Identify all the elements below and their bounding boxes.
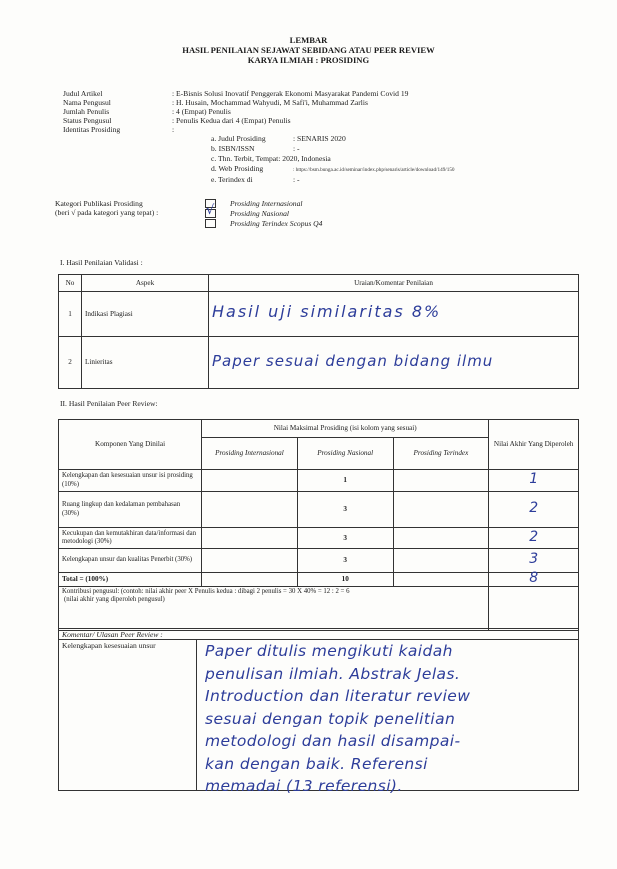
tahun-terbit: c. Thn. Terbit, Tempat: 2020, Indonesia: [211, 154, 331, 163]
col-terindex: Prosiding Terindex: [393, 438, 489, 470]
total-nasional: 10: [297, 573, 393, 587]
validasi-table: [58, 274, 579, 389]
review-line: Paper ditulis mengikuti kaidah: [205, 642, 453, 660]
kontribusi-line2: (nilai akhir yang diperoleh pengusul): [64, 596, 165, 603]
total-label: Total = (100%): [59, 573, 202, 587]
review-line: metodologi dan hasil disampai-: [205, 732, 461, 750]
komentar-label: Kelengkapan kesesuaian unsur: [62, 641, 156, 650]
col-nilai-akhir: Nilai Akhir Yang Diperoleh: [489, 420, 579, 470]
status-value: : Penulis Kedua dari 4 (Empat) Penulis: [172, 116, 291, 125]
row-komponen: Kelengkapan dan kesesuaian unsur isi prosiding (10%): [59, 470, 202, 492]
row-comment-cell: [209, 337, 579, 389]
handwritten-score: 2: [529, 500, 539, 517]
row-no: 1: [59, 292, 82, 337]
handwritten-score: 1: [529, 471, 539, 488]
handwritten-score: 3: [529, 551, 539, 568]
row-nasional: 3: [297, 528, 393, 549]
handwritten-comment: Paper sesuai dengan bidang ilmu: [212, 351, 494, 370]
col-aspek: Aspek: [82, 275, 209, 292]
row-nasional: 1: [297, 470, 393, 492]
row-nasional: 3: [297, 492, 393, 528]
col-nilai-maks: Nilai Maksimal Prosiding (isi kolom yang sesuai): [202, 420, 489, 438]
handwritten-total: 8: [529, 570, 539, 586]
web-prosiding-url: : https://bsm.bunga.ac.id/seminar/index.php/senaris/article/download/149/150: [293, 167, 455, 173]
jumlah-label: Jumlah Penulis: [63, 107, 110, 116]
row-aspek: Indikasi Plagiasi: [82, 292, 209, 337]
col-nasional: Prosiding Nasional: [297, 438, 393, 470]
nama-value: : H. Husain, Mochammad Wahyudi, M Safi'i, Muhammad Zarlis: [172, 98, 368, 107]
table-row: [59, 492, 579, 528]
judul-prosiding-label: a. Judul Prosiding: [211, 134, 266, 143]
judul-label: Judul Artikel: [63, 89, 103, 98]
row-aspek: Linieritas: [82, 337, 209, 389]
col-no: No: [59, 275, 82, 292]
checkbox-scopus[interactable]: [205, 219, 216, 228]
identitas-colon: :: [172, 125, 175, 134]
col-uraian: Uraian/Komentar Penilaian: [209, 275, 579, 292]
table-row: [59, 337, 579, 389]
row-komponen: Ruang lingkup dan kedalaman pembahasan (30%): [59, 492, 202, 528]
handwritten-comment: Hasil uji similaritas 8%: [212, 302, 442, 322]
col-internasional: Prosiding Internasional: [202, 438, 298, 470]
isbn-value: : -: [293, 144, 300, 153]
handwritten-review: [205, 640, 470, 798]
col-komponen: Komponen Yang Dinilai: [59, 420, 202, 470]
kontribusi-row: [59, 586, 579, 630]
table-row: [59, 470, 579, 492]
review-line: penulisan ilmiah. Abstrak Jelas.: [205, 664, 461, 683]
row-nasional: 3: [297, 549, 393, 573]
nama-label: Nama Pengusul: [63, 98, 111, 107]
status-label: Status Pengusul: [63, 116, 112, 125]
kategori-instruction: (beri √ pada kategori yang tepat) :: [55, 208, 159, 217]
judul-value: : E-Bisnis Solusi Inovatif Penggerak Ekonomi Masyarakat Pandemi Covid 19: [172, 89, 409, 98]
judul-prosiding-value: : SENARIS 2020: [293, 134, 346, 143]
opt-nasional: Prosiding Nasional: [230, 209, 289, 218]
identitas-label: Identitas Prosiding: [63, 125, 121, 134]
section2-title: II. Hasil Penilaian Peer Review:: [60, 399, 158, 408]
review-line: kan dengan baik. Referensi: [205, 754, 428, 773]
check-mark-nasional: √: [206, 203, 215, 218]
row-komponen: Kelengkapan unsur dan kualitas Penerbit (30%): [59, 549, 202, 573]
table-row: [59, 292, 579, 337]
terindex-label: e. Terindex di: [211, 175, 253, 184]
kontribusi-line1: Kontribusi pengusul: (contoh: nilai akhir peer X Penulis kedua : dibagi 2 penulis = 30 X 40% = 12 : 2 = 6: [62, 587, 350, 595]
header-title-2: HASIL PENILAIAN SEJAWAT SEBIDANG ATAU PEER REVIEW: [182, 45, 435, 55]
row-no: 2: [59, 337, 82, 389]
komentar-title: Komentar/ Ulasan Peer Review :: [62, 630, 163, 639]
isbn-label: b. ISBN/ISSN: [211, 144, 255, 153]
terindex-value: : -: [293, 175, 300, 184]
handwritten-score: 2: [529, 528, 539, 545]
section1-title: I. Hasil Penilaian Validasi :: [60, 258, 143, 267]
web-prosiding-label: d. Web Prosiding: [211, 164, 264, 173]
table-row: [59, 549, 579, 573]
jumlah-value: : 4 (Empat) Penulis: [172, 107, 231, 116]
table-row: [59, 528, 579, 549]
opt-internasional: Prosiding Internasional: [230, 199, 303, 208]
peer-review-table: [58, 419, 579, 631]
review-line: memadai (13 referensi).: [205, 777, 403, 795]
header-title-1: LEMBAR: [289, 35, 328, 45]
header-title-3: KARYA ILMIAH : PROSIDING: [247, 55, 370, 65]
kategori-label: Kategori Publikasi Prosiding: [55, 199, 143, 208]
row-komponen: Kecukupan dan kemutakhiran data/informasi dan metodologi (30%): [59, 528, 202, 549]
row-comment-cell: [209, 292, 579, 337]
review-line: Introduction dan literatur review: [205, 687, 471, 705]
opt-scopus: Prosiding Terindex Scopus Q4: [230, 219, 323, 228]
review-line: sesuai dengan topik penelitian: [205, 709, 456, 728]
kontribusi-cell: [59, 586, 489, 630]
total-row: [59, 573, 579, 587]
